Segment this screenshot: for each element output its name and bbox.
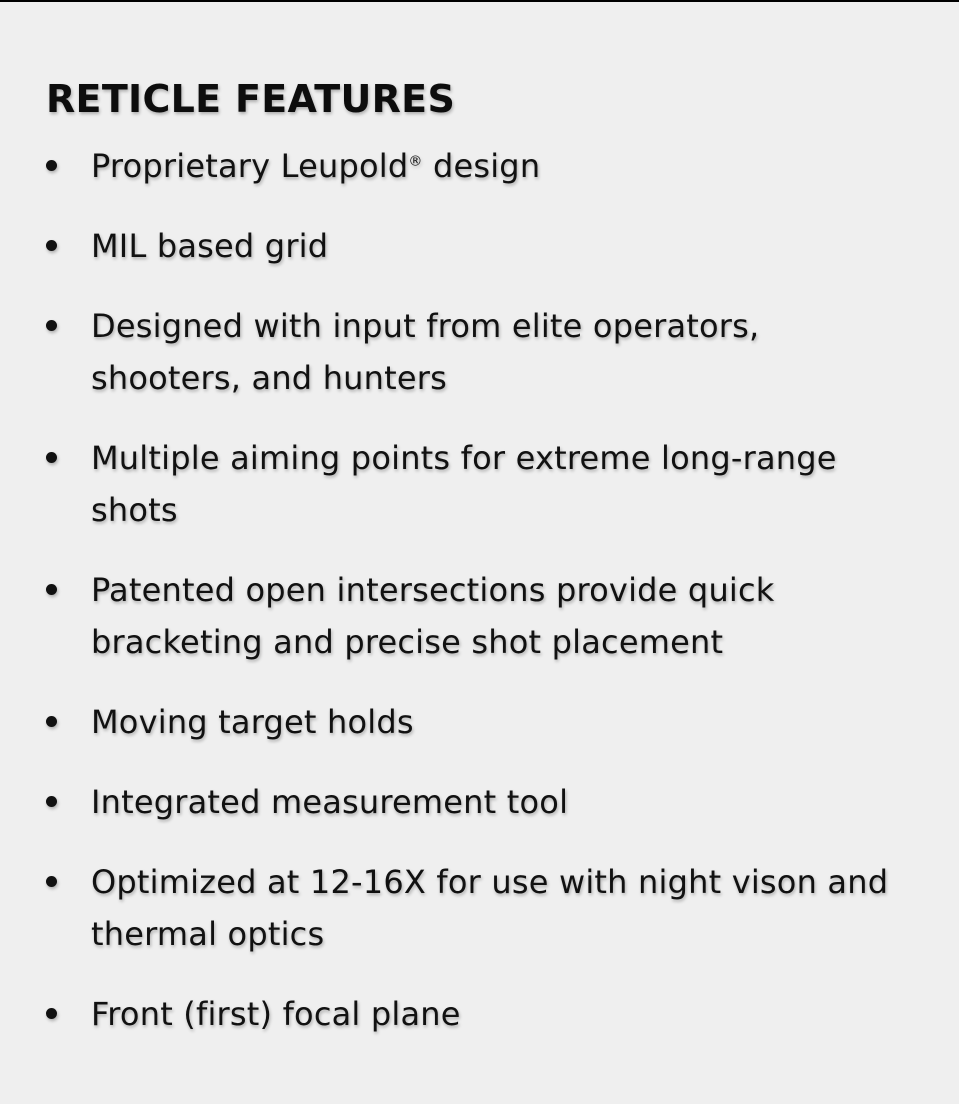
bullet-icon [46,1008,57,1019]
feature-item-open-intersections [46,564,906,668]
feature-text: Patented open intersections provide quick bracketing and precise shot placement [91,571,775,661]
feature-text: Designed with input from elite operators, shooters, and hunters [91,307,760,397]
section-title: RETICLE FEATURES [46,77,456,121]
bullet-icon [46,160,57,171]
feature-item-moving-target [46,696,906,748]
reticle-features-panel [46,74,906,1068]
bullet-icon [46,584,57,595]
feature-text: Multiple aiming points for extreme long-range shots [91,439,837,529]
feature-item-proprietary-design [46,140,906,192]
feature-list [46,140,906,1040]
feature-item-elite-input [46,300,906,404]
feature-text: Optimized at 12-16X for use with night vison and thermal optics [91,863,889,953]
bullet-icon [46,796,57,807]
feature-item-night-vision [46,856,906,960]
feature-text: Proprietary Leupold [91,147,409,185]
bullet-icon [46,452,57,463]
registered-trademark-icon: ® [408,153,423,170]
bullet-icon [46,240,57,251]
feature-text-suffix: design [422,147,541,185]
feature-item-aiming-points [46,432,906,536]
bullet-icon [46,876,57,887]
feature-text: MIL based grid [91,227,329,265]
feature-item-mil-grid [46,220,906,272]
feature-text: Integrated measurement tool [91,783,569,821]
top-border-divider [0,0,959,2]
feature-item-focal-plane [46,988,906,1040]
feature-item-measurement-tool [46,776,906,828]
bullet-icon [46,716,57,727]
bullet-icon [46,320,57,331]
feature-text: Front (first) focal plane [91,995,461,1033]
feature-text: Moving target holds [91,703,414,741]
